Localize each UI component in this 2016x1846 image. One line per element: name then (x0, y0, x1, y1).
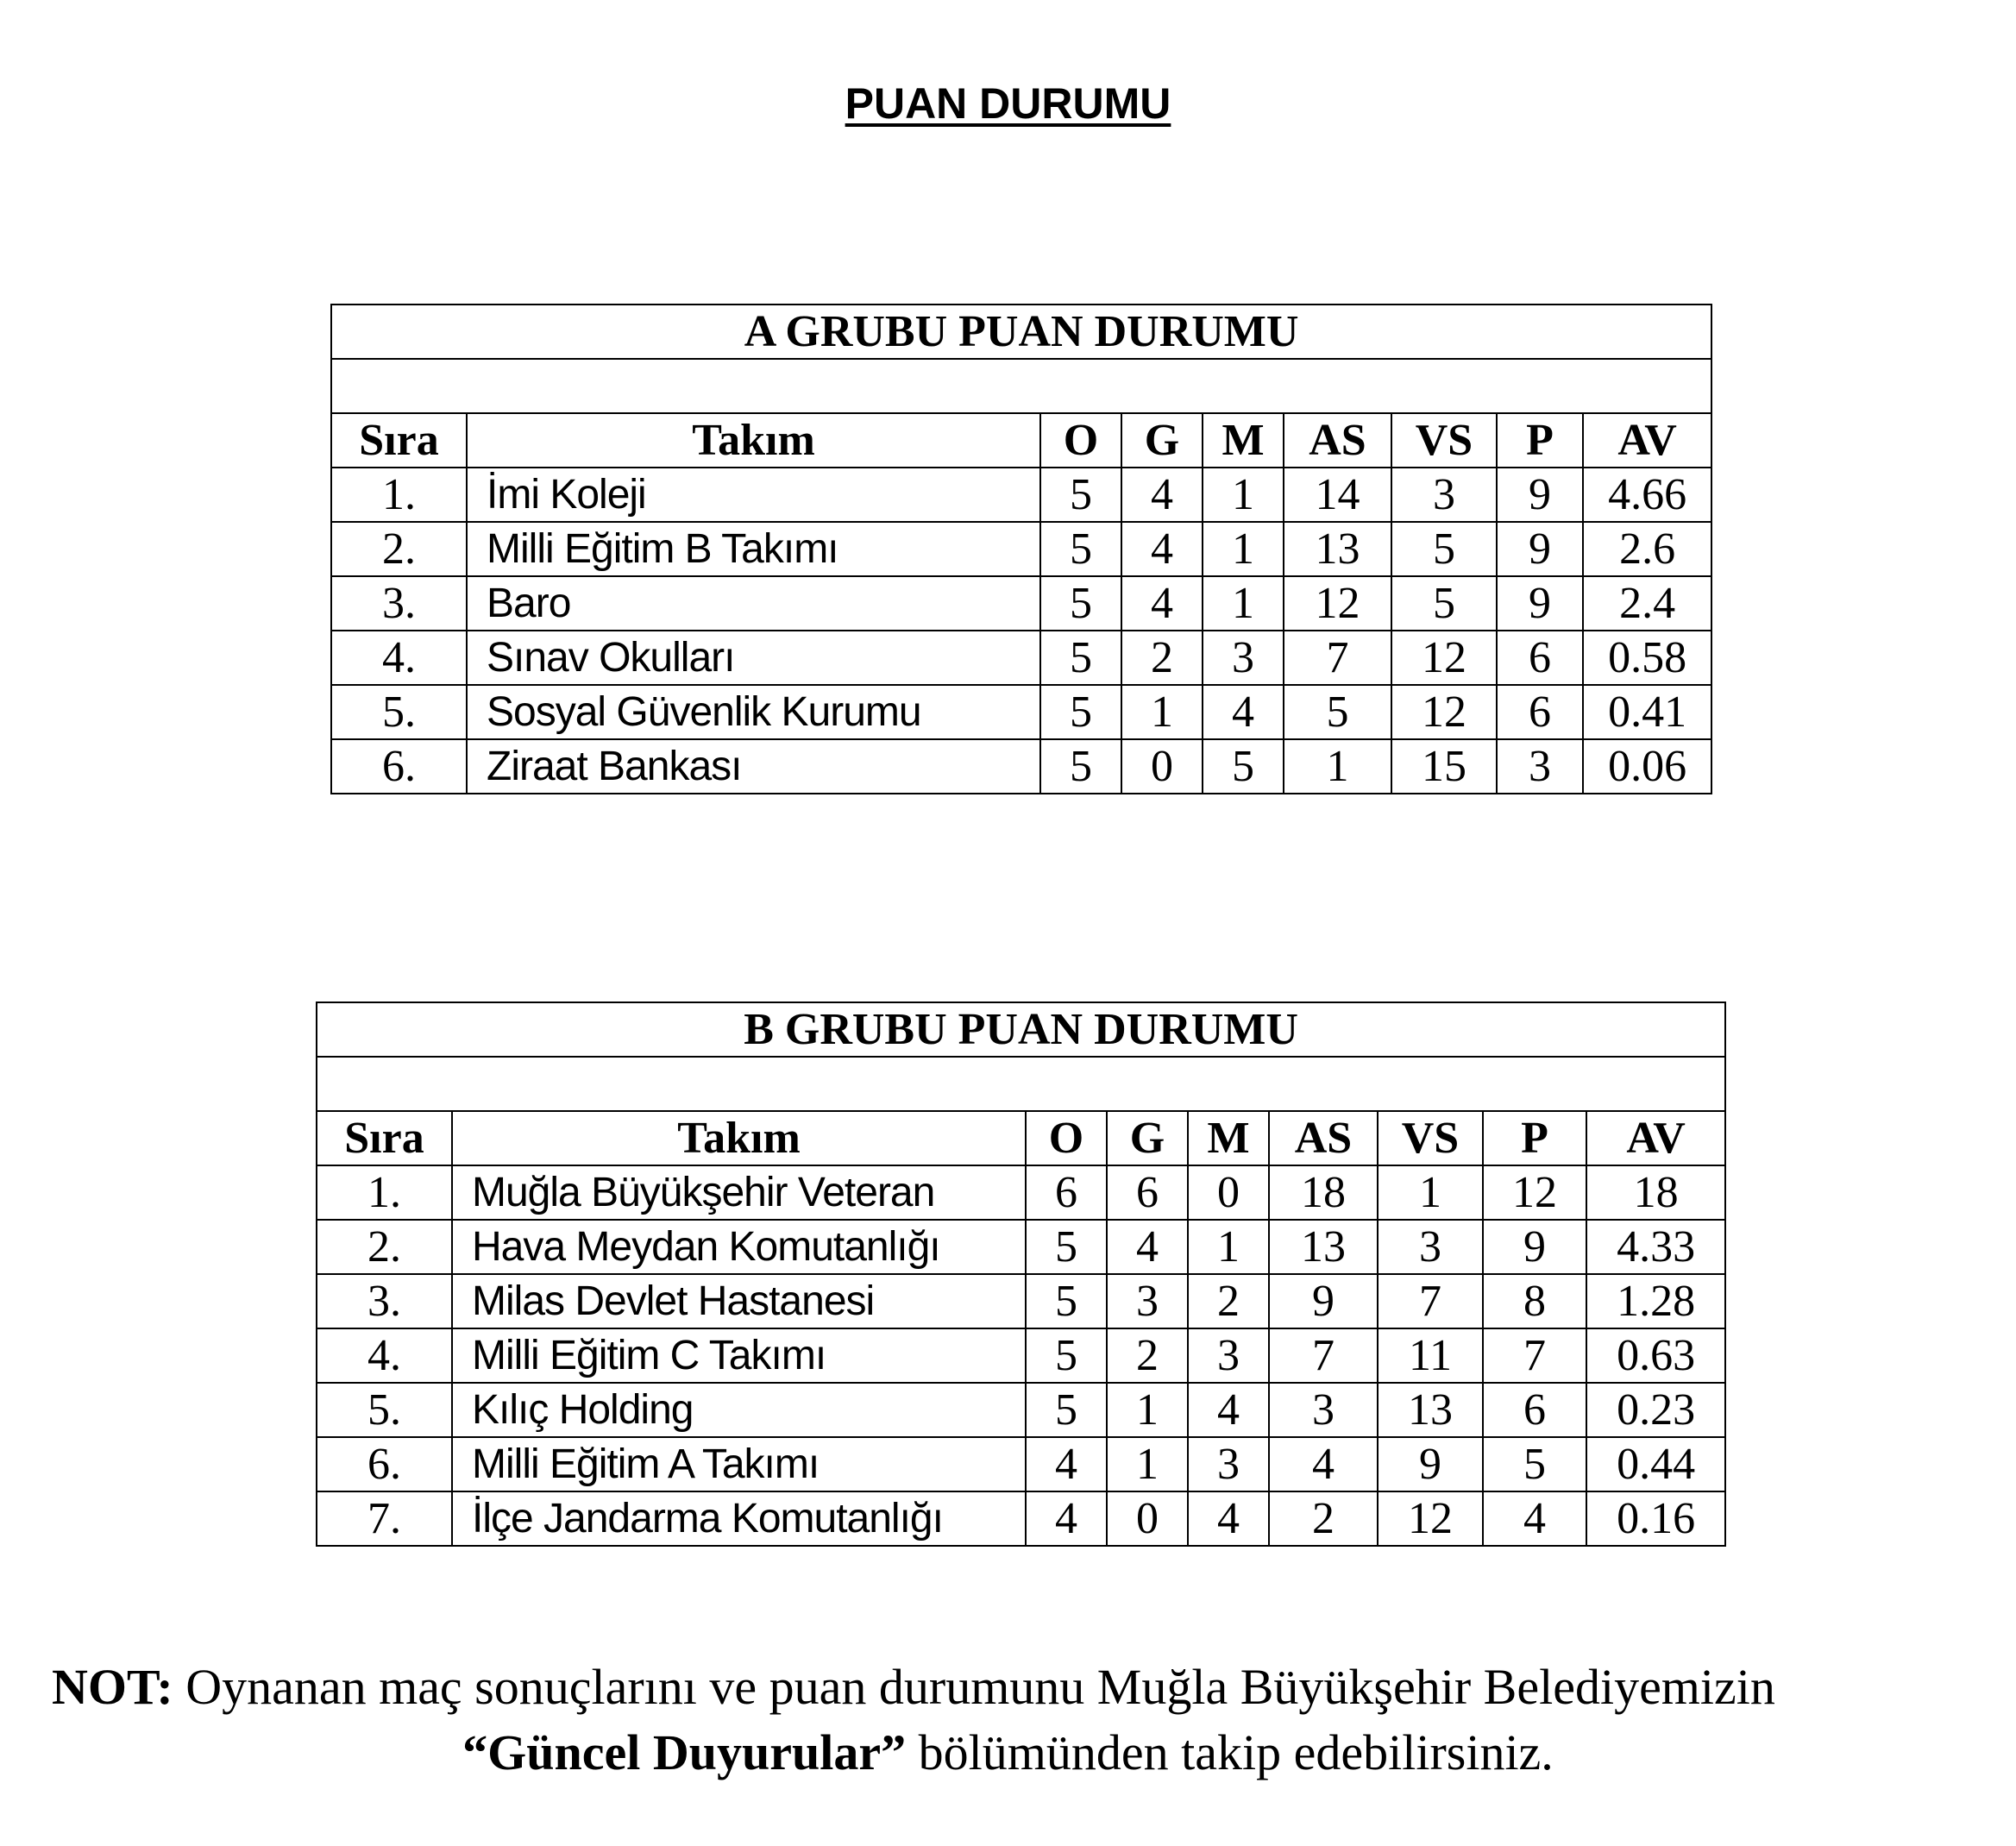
cell-as: 18 (1269, 1165, 1378, 1220)
cell-vs: 3 (1378, 1220, 1483, 1274)
group-a-title-row (331, 305, 1711, 359)
group-a-table-body (331, 305, 1711, 794)
cell-g: 6 (1107, 1165, 1188, 1220)
cell-vs: 12 (1391, 685, 1497, 739)
cell-g: 4 (1121, 522, 1203, 576)
cell-o: 5 (1040, 685, 1121, 739)
cell-vs: 1 (1378, 1165, 1483, 1220)
cell-p: 7 (1483, 1328, 1586, 1383)
cell-av: 0.63 (1586, 1328, 1725, 1383)
cell-av: 2.4 (1583, 576, 1711, 631)
cell-o: 4 (1026, 1491, 1107, 1546)
cell-vs: 15 (1391, 739, 1497, 794)
cell-p: 9 (1497, 468, 1583, 522)
cell-m: 4 (1188, 1491, 1269, 1546)
cell-sira: 2. (331, 522, 467, 576)
cell-p: 6 (1497, 631, 1583, 685)
group-a-table-row (331, 739, 1711, 794)
cell-av: 0.44 (1586, 1437, 1725, 1491)
cell-takim: İlçe Jandarma Komutanlığı (452, 1491, 1026, 1546)
cell-o: 4 (1026, 1437, 1107, 1491)
cell-takim: Hava Meydan Komutanlığı (452, 1220, 1026, 1274)
cell-as: 7 (1269, 1328, 1378, 1383)
cell-p: 6 (1483, 1383, 1586, 1437)
cell-g: 1 (1107, 1383, 1188, 1437)
cell-m: 1 (1188, 1220, 1269, 1274)
cell-av: 4.33 (1586, 1220, 1725, 1274)
cell-o: 5 (1026, 1274, 1107, 1328)
cell-sira: 5. (317, 1383, 452, 1437)
group-b-spacer-row (317, 1057, 1725, 1111)
cell-as: 9 (1269, 1274, 1378, 1328)
cell-as: 13 (1269, 1220, 1378, 1274)
group-b-title-row (317, 1002, 1725, 1057)
cell-g: 1 (1121, 685, 1203, 739)
group-a-title: A GRUBU PUAN DURUMU (331, 305, 1711, 359)
group-b-empty-cell (317, 1057, 1725, 1111)
cell-av: 0.58 (1583, 631, 1711, 685)
column-header-vs: VS (1378, 1111, 1483, 1165)
column-header-sira: Sıra (317, 1111, 452, 1165)
column-header-g: G (1107, 1111, 1188, 1165)
group-a-table-row (331, 468, 1711, 522)
cell-av: 0.23 (1586, 1383, 1725, 1437)
cell-m: 3 (1203, 631, 1284, 685)
cell-av: 18 (1586, 1165, 1725, 1220)
cell-av: 0.41 (1583, 685, 1711, 739)
cell-sira: 4. (331, 631, 467, 685)
cell-takim: Milas Devlet Hastanesi (452, 1274, 1026, 1328)
cell-vs: 12 (1391, 631, 1497, 685)
cell-m: 2 (1188, 1274, 1269, 1328)
cell-vs: 7 (1378, 1274, 1483, 1328)
group-b-table-row (317, 1165, 1725, 1220)
cell-p: 12 (1483, 1165, 1586, 1220)
cell-takim: Sınav Okulları (467, 631, 1040, 685)
cell-as: 4 (1269, 1437, 1378, 1491)
cell-g: 0 (1121, 739, 1203, 794)
note-line-1 (52, 1654, 1775, 1720)
column-header-takim: Takım (452, 1111, 1026, 1165)
cell-vs: 12 (1378, 1491, 1483, 1546)
cell-takim: Ziraat Bankası (467, 739, 1040, 794)
group-a-spacer-row (331, 359, 1711, 413)
page-title (0, 78, 2016, 129)
column-header-o: O (1040, 413, 1121, 468)
column-header-p: P (1483, 1111, 1586, 1165)
cell-sira: 2. (317, 1220, 452, 1274)
group-a-table-row (331, 576, 1711, 631)
cell-vs: 9 (1378, 1437, 1483, 1491)
cell-as: 7 (1284, 631, 1391, 685)
cell-m: 1 (1203, 576, 1284, 631)
group-b-table-row (317, 1491, 1725, 1546)
note-text-2: bölümünden takip edebilirsiniz. (906, 1724, 1554, 1780)
cell-p: 9 (1497, 522, 1583, 576)
cell-o: 5 (1026, 1383, 1107, 1437)
column-header-vs: VS (1391, 413, 1497, 468)
group-a-table-row (331, 631, 1711, 685)
cell-g: 4 (1107, 1220, 1188, 1274)
cell-m: 5 (1203, 739, 1284, 794)
cell-g: 1 (1107, 1437, 1188, 1491)
cell-vs: 13 (1378, 1383, 1483, 1437)
cell-p: 4 (1483, 1491, 1586, 1546)
cell-sira: 6. (331, 739, 467, 794)
column-header-sira: Sıra (331, 413, 467, 468)
cell-o: 6 (1026, 1165, 1107, 1220)
cell-vs: 5 (1391, 522, 1497, 576)
cell-av: 0.16 (1586, 1491, 1725, 1546)
cell-takim: Milli Eğitim A Takımı (452, 1437, 1026, 1491)
cell-p: 5 (1483, 1437, 1586, 1491)
group-b-table-row (317, 1328, 1725, 1383)
cell-sira: 4. (317, 1328, 452, 1383)
cell-av: 0.06 (1583, 739, 1711, 794)
group-a-header-row (331, 413, 1711, 468)
note-highlight: “Güncel Duyurular” (462, 1724, 907, 1780)
cell-sira: 1. (317, 1165, 452, 1220)
cell-m: 1 (1203, 468, 1284, 522)
cell-g: 2 (1121, 631, 1203, 685)
cell-o: 5 (1040, 468, 1121, 522)
cell-av: 2.6 (1583, 522, 1711, 576)
cell-p: 9 (1483, 1220, 1586, 1274)
cell-g: 3 (1107, 1274, 1188, 1328)
column-header-av: AV (1586, 1111, 1725, 1165)
cell-sira: 1. (331, 468, 467, 522)
column-header-as: AS (1284, 413, 1391, 468)
cell-as: 12 (1284, 576, 1391, 631)
cell-o: 5 (1040, 576, 1121, 631)
group-a-table-row (331, 522, 1711, 576)
cell-as: 13 (1284, 522, 1391, 576)
group-b-table-row (317, 1274, 1725, 1328)
cell-sira: 3. (317, 1274, 452, 1328)
cell-o: 5 (1026, 1220, 1107, 1274)
cell-g: 0 (1107, 1491, 1188, 1546)
cell-sira: 6. (317, 1437, 452, 1491)
column-header-as: AS (1269, 1111, 1378, 1165)
group-b-header-row (317, 1111, 1725, 1165)
cell-takim: Baro (467, 576, 1040, 631)
cell-as: 2 (1269, 1491, 1378, 1546)
cell-vs: 11 (1378, 1328, 1483, 1383)
note-line-2 (0, 1720, 2016, 1786)
column-header-takim: Takım (467, 413, 1040, 468)
cell-p: 6 (1497, 685, 1583, 739)
cell-o: 5 (1040, 631, 1121, 685)
cell-takim: Sosyal Güvenlik Kurumu (467, 685, 1040, 739)
cell-g: 2 (1107, 1328, 1188, 1383)
cell-m: 1 (1203, 522, 1284, 576)
cell-as: 14 (1284, 468, 1391, 522)
group-b-table-row (317, 1437, 1725, 1491)
cell-takim: Milli Eğitim B Takımı (467, 522, 1040, 576)
cell-takim: Muğla Büyükşehir Veteran (452, 1165, 1026, 1220)
cell-takim: Kılıç Holding (452, 1383, 1026, 1437)
column-header-m: M (1203, 413, 1284, 468)
cell-av: 1.28 (1586, 1274, 1725, 1328)
note-text-1: Oynanan maç sonuçlarını ve puan durumunu Muğla Büyükşehir Belediyemizin (173, 1659, 1775, 1715)
cell-m: 4 (1188, 1383, 1269, 1437)
cell-as: 3 (1269, 1383, 1378, 1437)
column-header-p: P (1497, 413, 1583, 468)
cell-as: 5 (1284, 685, 1391, 739)
group-b-title: B GRUBU PUAN DURUMU (317, 1002, 1725, 1057)
cell-m: 4 (1203, 685, 1284, 739)
cell-o: 5 (1040, 522, 1121, 576)
cell-g: 4 (1121, 468, 1203, 522)
cell-o: 5 (1026, 1328, 1107, 1383)
cell-takim: İmi Koleji (467, 468, 1040, 522)
group-b-table-row (317, 1383, 1725, 1437)
group-b-table-body (317, 1002, 1725, 1546)
column-header-o: O (1026, 1111, 1107, 1165)
cell-as: 1 (1284, 739, 1391, 794)
cell-m: 0 (1188, 1165, 1269, 1220)
cell-p: 9 (1497, 576, 1583, 631)
cell-sira: 5. (331, 685, 467, 739)
cell-m: 3 (1188, 1328, 1269, 1383)
column-header-g: G (1121, 413, 1203, 468)
cell-o: 5 (1040, 739, 1121, 794)
group-a-standings-table (330, 304, 1712, 794)
cell-m: 3 (1188, 1437, 1269, 1491)
cell-p: 8 (1483, 1274, 1586, 1328)
cell-av: 4.66 (1583, 468, 1711, 522)
cell-vs: 3 (1391, 468, 1497, 522)
group-b-table-row (317, 1220, 1725, 1274)
group-a-table-row (331, 685, 1711, 739)
group-a-empty-cell (331, 359, 1711, 413)
cell-takim: Milli Eğitim C Takımı (452, 1328, 1026, 1383)
group-b-standings-table (316, 1001, 1726, 1547)
page-title-text: PUAN DURUMU (845, 79, 1171, 128)
note-label: NOT: (52, 1659, 173, 1715)
cell-p: 3 (1497, 739, 1583, 794)
cell-g: 4 (1121, 576, 1203, 631)
cell-sira: 7. (317, 1491, 452, 1546)
cell-vs: 5 (1391, 576, 1497, 631)
column-header-m: M (1188, 1111, 1269, 1165)
cell-sira: 3. (331, 576, 467, 631)
column-header-av: AV (1583, 413, 1711, 468)
